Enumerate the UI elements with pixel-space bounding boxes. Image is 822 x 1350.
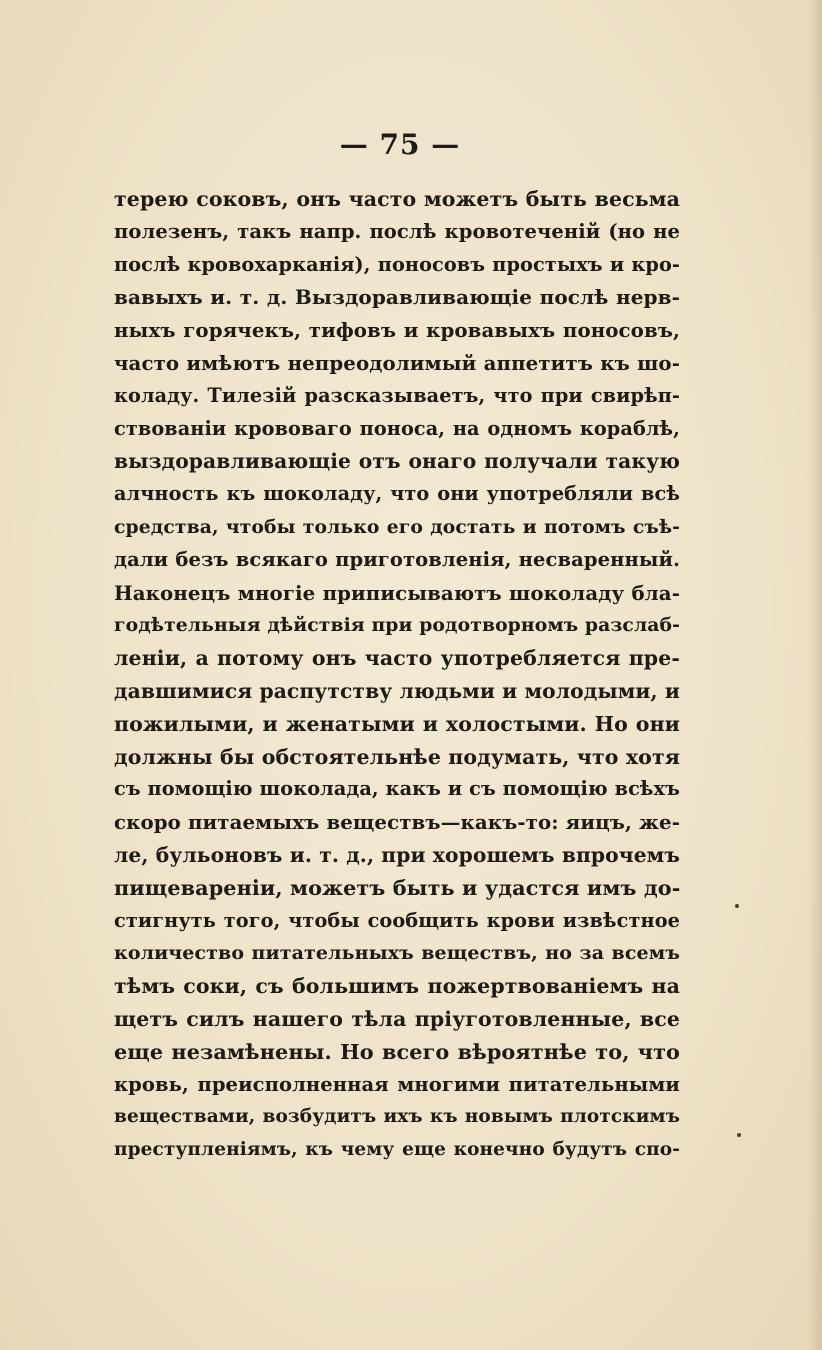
text-line: преступленіямъ, къ чему еще конечно будутъ спо-	[114, 1139, 680, 1161]
text-line: давшимися распутству людьми и молодыми, и	[114, 678, 680, 703]
text-line: кровь, преисполненная многими питательными	[114, 1072, 680, 1096]
text-line: веществами, возбудитъ ихъ къ новымъ плотскимъ	[114, 1106, 680, 1128]
text-line: должны бы обстоятельнѣе подумать, что хотя	[114, 744, 680, 769]
text-line: количество питательныхъ веществъ, но за всемъ	[114, 942, 680, 965]
page-edge-shadow	[808, 0, 822, 1350]
text-line: леніи, а потому онъ часто употребляется пре-	[114, 646, 680, 671]
text-line: щетъ силъ нашего тѣла пріуготовленные, все	[114, 1006, 680, 1031]
text-line: еще незамѣнены. Но всего вѣроятнѣе то, что	[114, 1039, 680, 1064]
text-line: выздоравливающіе отъ онаго получали такую	[114, 449, 680, 474]
text-line: тѣмъ соки, съ большимъ пожертвованіемъ на	[114, 974, 680, 999]
text-line: средства, чтобы только его достать и потомъ съѣ-	[114, 515, 680, 538]
text-line: пожилыми, и женатыми и холостыми. Но они	[114, 711, 680, 736]
text-line: пищевареніи, можетъ быть и удастся имъ до-	[114, 875, 681, 900]
text-line: ле, бульоновъ и. т. д., при хорошемъ впрочемъ	[114, 842, 680, 867]
paper-speck	[735, 904, 739, 908]
text-line: терею соковъ, онъ часто можетъ быть весьма	[114, 187, 680, 211]
text-line: часто имѣютъ непреодолимый аппетитъ къ шо-	[114, 350, 680, 375]
text-line: полезенъ, такъ напр. послѣ кровотеченій (но не	[114, 219, 680, 243]
text-line: коладу. Тилезій разсказываетъ, что при свирѣп-	[114, 383, 680, 407]
text-line: стигнуть того, чтобы сообщить крови извѣстное	[114, 908, 680, 932]
text-line: Наконецъ многіе приписываютъ шоколаду бла-	[114, 580, 680, 605]
text-line: дали безъ всякаго приготовленія, несваренный.	[114, 547, 680, 571]
body-text	[114, 183, 680, 1167]
text-line: съ помощію шоколада, какъ и съ помощію всѣхъ	[114, 777, 680, 801]
text-line: послѣ кровохарканія), поносовъ простыхъ и кро-	[114, 252, 680, 276]
text-line: ствованіи крововаго поноса, на одномъ кораблѣ,	[114, 416, 680, 440]
text-line: ныхъ горячекъ, тифовъ и кровавыхъ поносовъ,	[114, 318, 680, 343]
text-line: годѣтельныя дѣйствія при родотворномъ разслаб-	[114, 614, 680, 637]
page-number: — 75 —	[339, 128, 461, 161]
text-line: вавыхъ и. т. д. Выздоравливающіе послѣ нерв-	[114, 285, 680, 310]
text-line: алчность къ шоколаду, что они употребляли всѣ	[114, 482, 680, 506]
paper-speck	[737, 1133, 741, 1137]
text-line: скоро питаемыхъ веществъ—какъ-то: яицъ, же-	[114, 810, 680, 835]
